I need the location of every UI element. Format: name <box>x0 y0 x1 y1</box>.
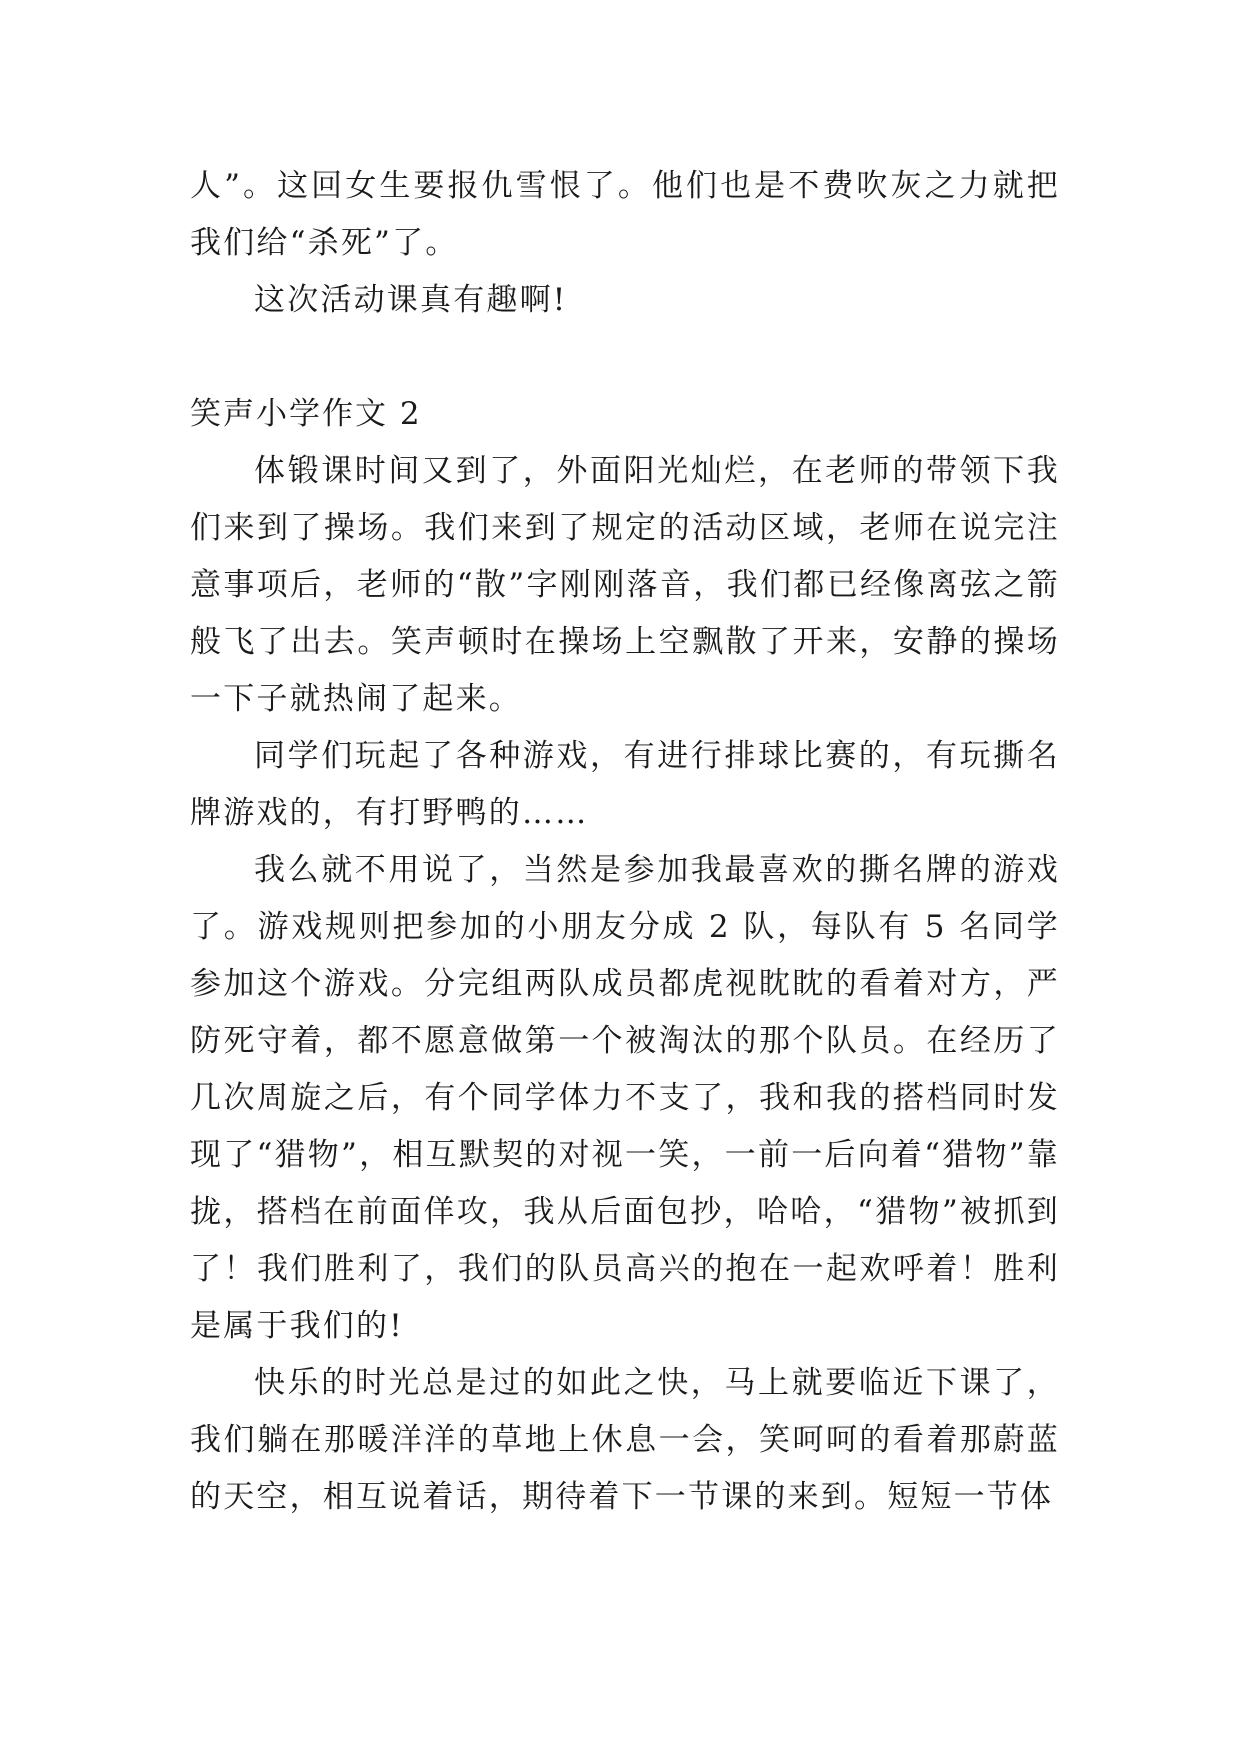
continued-paragraph: 人”。这回女生要报仇雪恨了。他们也是不费吹灰之力就把我们给“杀死”了。 <box>190 168 1060 261</box>
body-paragraph: 同学们玩起了各种游戏，有进行排球比赛的，有玩撕名牌游戏的，有打野鸭的…… <box>190 738 1060 831</box>
section-title: 笑声小学作文 2 <box>190 396 422 432</box>
body-paragraph: 快乐的时光总是过的如此之快，马上就要临近下课了，我们躺在那暖洋洋的草地上休息一会，笑呵呵的看着那蔚蓝的天空，相互说着话，期待着下一节课的来到。短短一节体 <box>190 1365 1060 1515</box>
body-paragraph: 我么就不用说了，当然是参加我最喜欢的撕名牌的游戏了。游戏规则把参加的小朋友分成 2 队，每队有 5 名同学参加这个游戏。分完组两队成员都虎视眈眈的看着对方，严防死守着，都不愿意做第一个被淘汰的那个队员。在经历了几次周旋之后，有个同学体力不支了，我和我的搭档同时发现了“猎物”，相互默契的对视一笑，一前一后向着“猎物”靠拢，搭档在前面佯攻，我从后面包抄，哈哈，“猎物”被抓到了！我们胜利了，我们的队员高兴的抱在一起欢呼着！胜利是属于我们的! <box>190 852 1060 1344</box>
section-gap <box>190 329 1060 386</box>
closing-paragraph: 这次活动课真有趣啊! <box>254 282 568 318</box>
body-paragraph: 体锻课时间又到了，外面阳光灿烂，在老师的带领下我们来到了操场。我们来到了规定的活动区域，老师在说完注意事项后，老师的“散”字刚刚落音，我们都已经像离弦之箭般飞了出去。笑声顿时在操场上空飘散了开来，安静的操场一下子就热闹了起来。 <box>190 453 1060 717</box>
document-body <box>190 158 1060 1526</box>
